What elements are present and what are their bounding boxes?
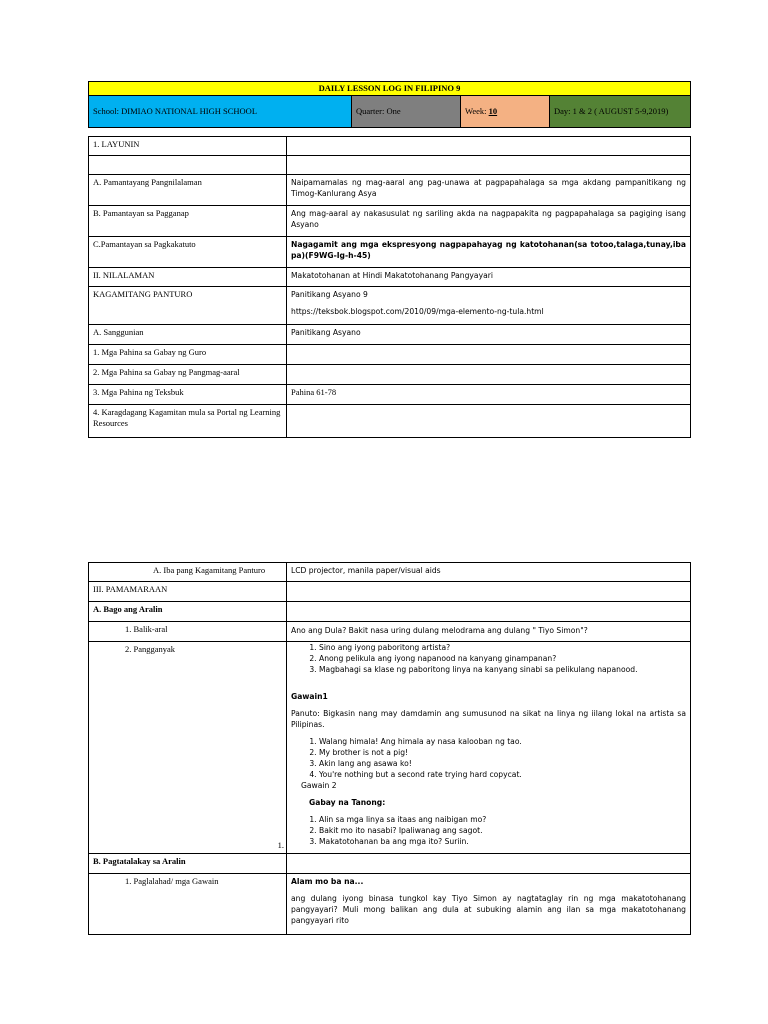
teksbuk-label: 3. Mga Pahina ng Teksbuk xyxy=(89,385,287,405)
alam-title: Alam mo ba na... xyxy=(291,877,364,886)
balik-aral-label: 1. Balik-aral xyxy=(89,622,287,642)
pangganyak-label-cell xyxy=(89,642,287,854)
gabay-item: 2. Bakit mo ito nasabi? Ipaliwanag ang sagot. xyxy=(319,825,686,836)
procedure-table xyxy=(88,562,691,935)
bago-ang-aralin-value xyxy=(287,602,691,622)
gawain1-title: Gawain1 xyxy=(291,692,328,701)
week-label: Week: xyxy=(465,105,489,116)
gawain1-item: 4. You're nothing but a second rate trying hard copycat. xyxy=(319,769,686,780)
gawain2-title: Gawain 2 xyxy=(301,781,337,790)
bago-ang-aralin-label: A. Bago ang Aralin xyxy=(89,602,287,622)
gabay-item: 1. Alin sa mga linya sa itaas ang naibigan mo? xyxy=(319,814,686,825)
paglalahad-label: 1. Paglalahad/ mga Gawain xyxy=(89,874,287,935)
nilalaman-label: II. NILALAMAN xyxy=(89,268,287,287)
pamantayang-pangnilalaman-value: Naipamamalas ng mag-aaral ang pag-unawa at pagpapahalaga sa mga akdang pampanitikang ng Timog-Kanlurang Asya xyxy=(287,175,691,206)
document-title: DAILY LESSON LOG IN FILIPINO 9 xyxy=(89,82,691,96)
pangganyak-list xyxy=(291,642,686,675)
week-number: 10 xyxy=(488,105,498,116)
sanggunian-label: A. Sanggunian xyxy=(89,325,287,345)
karagdagan-value xyxy=(287,405,691,438)
gabay-title: Gabay na Tanong: xyxy=(309,798,386,807)
header-table xyxy=(88,81,691,128)
gabay-guro-value xyxy=(287,345,691,365)
paglalahad-value xyxy=(287,874,691,935)
gabay-pangmag-value xyxy=(287,365,691,385)
balik-aral-value: Ano ang Dula? Bakit nasa uring dulang melodrama ang dulang " Tiyo Simon"? xyxy=(287,622,691,642)
gabay-pangmag-label: 2. Mga Pahina sa Gabay ng Pangmag-aaral xyxy=(89,365,287,385)
alam-text: ang dulang iyong binasa tungkol kay Tiyo Simon ay nagtataglay rin ng mga makatotohanang pangyayari? Muli mong balikan ang dula at subuking alamin ang ilan sa mga makatotohanang pangyayari rito xyxy=(291,894,686,925)
pamantayan-pagganap-label: B. Pamantayan sa Pagganap xyxy=(89,206,287,237)
iba-pang-kagamitan-label: A. Iba pang Kagamitang Panturo xyxy=(89,563,287,582)
blank-label xyxy=(89,156,287,175)
panuto-text: Panuto: Bigkasin nang may damdamin ang sumusunod na sikat na linya ng iilang lokal na artista sa Pilipinas. xyxy=(291,709,686,729)
blank-value xyxy=(287,156,691,175)
sanggunian-value: Panitikang Asyano xyxy=(287,325,691,345)
nilalaman-value: Makatotohanan at Hindi Makatotohanang Pangyayari xyxy=(287,268,691,287)
gawain1-list xyxy=(291,736,686,780)
kagamitan-book: Panitikang Asyano 9 xyxy=(291,290,368,299)
pangganyak-item: 3. Magbahagi sa klase ng paboritong linya na kanyang sinabi sa pelikulang napanood. xyxy=(319,664,686,675)
objectives-table xyxy=(88,136,691,438)
kagamitan-label: KAGAMITANG PANTURO xyxy=(89,287,287,325)
gawain1-item: 3. Akin lang ang asawa ko! xyxy=(319,758,686,769)
pamantayan-pagganap-value: Ang mag-aaral ay nakasusulat ng sariling akda na nagpapakita ng pagpapahalaga sa pagiging isang Asyano xyxy=(287,206,691,237)
pagtatalakay-value xyxy=(287,854,691,874)
day-cell: Day: 1 & 2 ( AUGUST 5-9,2019) xyxy=(550,95,691,127)
layunin-value xyxy=(287,137,691,156)
iba-pang-kagamitan-value: LCD projector, manila paper/visual aids xyxy=(287,563,691,582)
layunin-label: 1. LAYUNIN xyxy=(89,137,287,156)
teksbuk-value: Pahina 61-78 xyxy=(287,385,691,405)
pangganyak-value xyxy=(287,642,691,854)
pamantayan-pagkatuto-value: Nagagamit ang mga ekspresyong nagpapahayag ng katotohanan(sa totoo,talaga,tunay,iba pa)(F9WG-Ig-h-45) xyxy=(287,237,691,268)
pamamaraan-value xyxy=(287,582,691,602)
gabay-list xyxy=(291,814,686,847)
pamamaraan-label: III. PAMAMARAAN xyxy=(89,582,287,602)
pagtatalakay-label: B. Pagtatalakay sa Aralin xyxy=(89,854,287,874)
pamantayang-pangnilalaman-label: A. Pamantayang Pangnilalaman xyxy=(89,175,287,206)
gawain1-item: 2. My brother is not a pig! xyxy=(319,747,686,758)
pangganyak-label: 2. Pangganyak xyxy=(125,644,176,654)
gabay-guro-label: 1. Mga Pahina sa Gabay ng Guro xyxy=(89,345,287,365)
kagamitan-value xyxy=(287,287,691,325)
week-cell xyxy=(461,95,550,127)
quarter-cell: Quarter: One xyxy=(352,95,461,127)
pangganyak-item: 2. Anong pelikula ang iyong napanood na kanyang ginampanan? xyxy=(319,653,686,664)
karagdagan-label: 4. Karagdagang Kagamitan mula sa Portal ng Learning Resources xyxy=(89,405,287,438)
gabay-item: 3. Makatotohanan ba ang mga ito? Suriin. xyxy=(319,836,686,847)
pamantayan-pagkatuto-label: C.Pamantayan sa Pagkakatuto xyxy=(89,237,287,268)
gawain1-item: 1. Walang himala! Ang himala ay nasa kalooban ng tao. xyxy=(319,736,686,747)
pangganyak-item: 1. Sino ang iyong paboritong artista? xyxy=(319,642,686,653)
kagamitan-link[interactable]: https://teksbok.blogspot.com/2010/09/mga-elemento-ng-tula.html xyxy=(291,307,544,316)
school-cell: School: DIMIAO NATIONAL HIGH SCHOOL xyxy=(89,95,352,127)
stray-number: 1. xyxy=(277,840,284,851)
